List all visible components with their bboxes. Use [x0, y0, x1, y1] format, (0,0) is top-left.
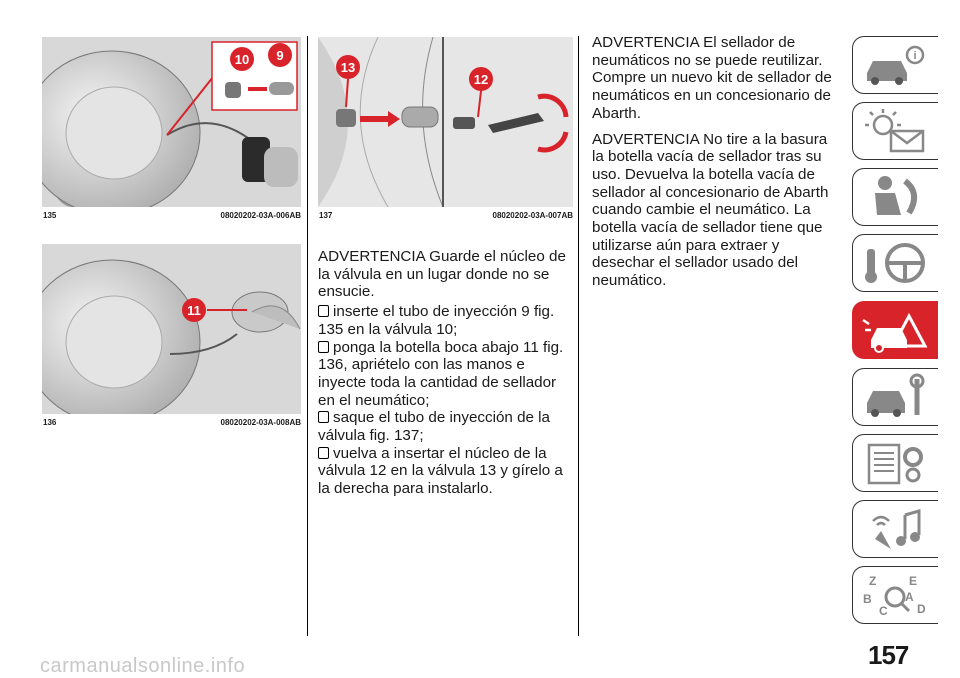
figure-code: 08020202-03A-007AB [492, 211, 573, 220]
technical-data-icon [861, 439, 931, 487]
car-info-icon [861, 41, 931, 89]
figure-136-caption [43, 418, 301, 427]
figure-code: 08020202-03A-006AB [220, 211, 301, 220]
index-letter: C [878, 604, 888, 618]
callout-9: 9 [276, 48, 284, 63]
emergency-car-icon [861, 306, 931, 354]
alphabetical-index-icon [861, 571, 931, 619]
warning-paragraph: ADVERTENCIA El sellador de neumáticos no se puede reutilizar. Compre un nuevo kit de sellador de neumáticos en un concesionario de Abarth. [592, 34, 832, 122]
callout-12: 12 [473, 72, 489, 87]
page-number: 157 [868, 640, 909, 670]
index-letter: D [916, 602, 926, 616]
tab-starting-driving[interactable] [852, 234, 938, 292]
tab-index[interactable] [852, 566, 938, 624]
tab-multimedia[interactable] [852, 500, 938, 558]
index-letter: B [862, 592, 872, 606]
svg-text:i: i [912, 50, 917, 62]
figure-number: 136 [43, 418, 57, 427]
figure-number: 137 [319, 211, 333, 220]
checkbox-bullet-icon [318, 305, 329, 317]
key-steering-wheel-icon [861, 239, 931, 287]
step-text: inserte el tubo de inyección 9 fig. 135 en la válvula 10; [318, 303, 555, 338]
step-list-item [318, 339, 568, 410]
tire-sealant-illustration [42, 37, 301, 207]
figure-number: 135 [43, 211, 57, 220]
middle-column-text [318, 248, 568, 498]
warning-lights-message-icon [861, 107, 931, 155]
tab-car-info[interactable] [852, 36, 938, 94]
column-divider-left [307, 36, 308, 636]
tab-warning-lights[interactable] [852, 102, 938, 160]
figure-135-caption [43, 211, 301, 220]
column-divider-right [578, 36, 579, 636]
step-text: saque el tubo de inyección de la válvula fig. 137; [318, 409, 551, 445]
figure-code: 08020202-03A-008AB [220, 418, 301, 427]
index-letter: A [904, 590, 914, 604]
watermark: carmanualsonline.info [40, 655, 246, 677]
warning-paragraph: ADVERTENCIA Guarde el núcleo de la válvula en un lugar donde no se ensucie. [318, 248, 566, 301]
checkbox-bullet-icon [318, 447, 329, 459]
tab-technical-data[interactable] [852, 434, 938, 492]
step-text: vuelva a insertar el núcleo de la válvula 12 en la válvula 13 y gírelo a la derecha para instalarlo. [318, 444, 563, 498]
callout-10: 10 [234, 52, 250, 67]
checkbox-bullet-icon [318, 341, 329, 353]
multimedia-icon [861, 505, 931, 553]
step-list-item [318, 303, 568, 338]
tab-safety[interactable] [852, 168, 938, 226]
car-maintenance-icon [861, 373, 931, 421]
figure-137-caption [319, 211, 573, 220]
step-list-item [318, 409, 568, 444]
index-letter: Z [868, 574, 876, 588]
step-list-item [318, 445, 568, 498]
tab-maintenance[interactable] [852, 368, 938, 426]
seat-safety-icon [861, 173, 931, 221]
right-column-text [592, 34, 842, 298]
tab-emergency[interactable] [852, 301, 938, 359]
step-text: ponga la botella boca abajo 11 fig. 136, apriételo con las manos e inyecte toda la cantidad de sellador en el neumático; [318, 338, 564, 409]
callout-11: 11 [187, 303, 201, 318]
checkbox-bullet-icon [318, 411, 329, 423]
valve-core-illustration [318, 37, 573, 207]
figure-136 [42, 244, 301, 414]
figure-137 [318, 37, 573, 207]
callout-13: 13 [340, 60, 356, 75]
figure-135 [42, 37, 301, 207]
index-letter: E [908, 574, 917, 588]
warning-paragraph: ADVERTENCIA No tire a la basura la botella vacía de sellador tras su uso. Devuelva la botella vacía de sellador al concesionario de Abarth cuando cambie el neumático. La botella vacía de sellador tiene que utilizarse aún para extraer y desechar el sellador usado del neumático. [592, 130, 829, 290]
tire-sealant-bottle-illustration [42, 244, 301, 414]
